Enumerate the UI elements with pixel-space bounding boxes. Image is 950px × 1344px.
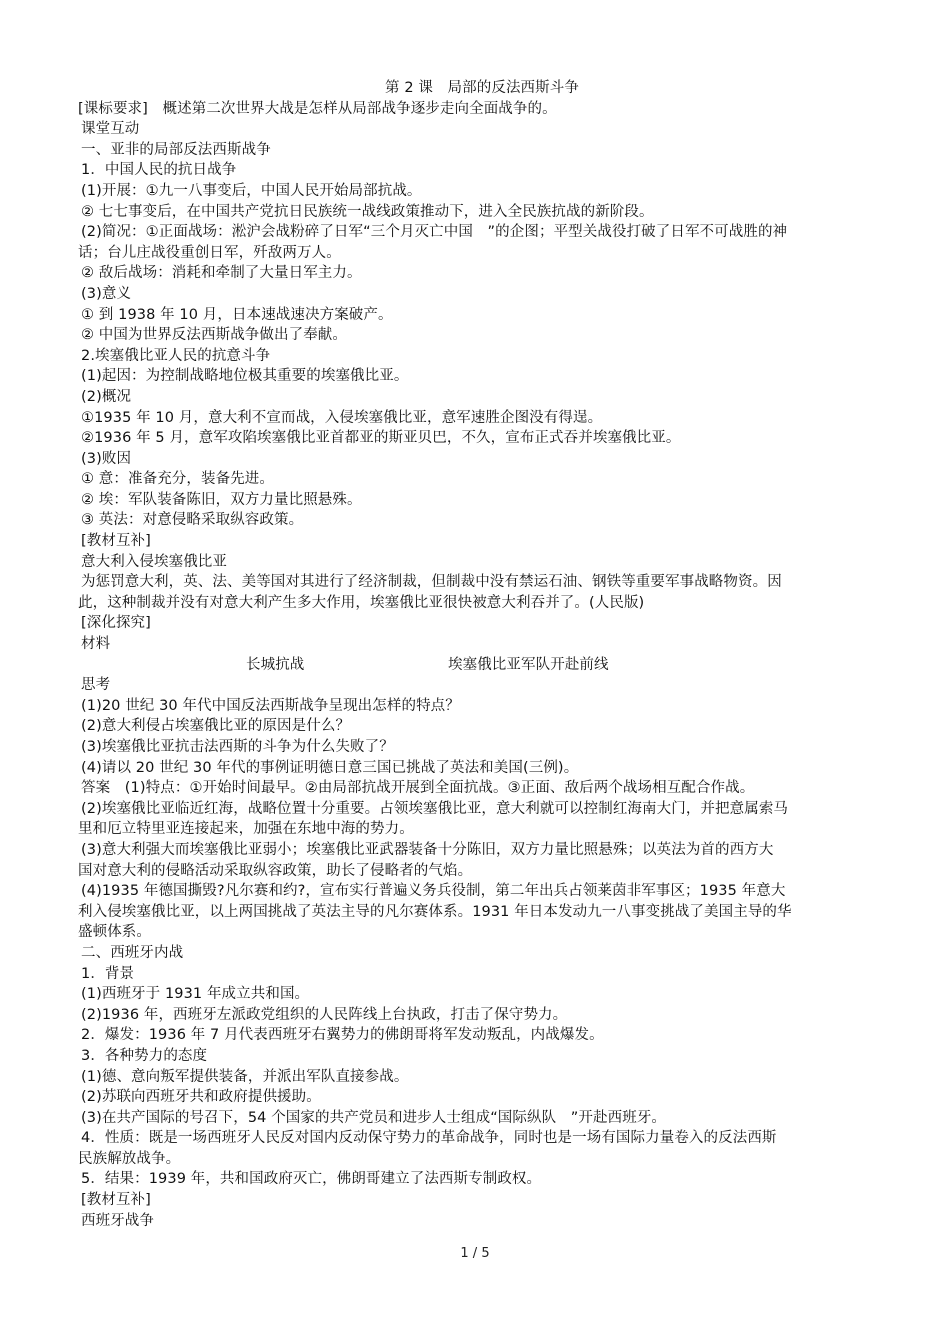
- section-heading-2: 二、西班牙内战: [81, 944, 184, 961]
- question: (3)埃塞俄比亚抗击法西斯的斗争为什么失败了？: [81, 739, 394, 755]
- answer: (4)1935 年德国撕毁?凡尔赛和约?，宣布实行普遍义务兵役制，第二年出兵占领莱茵非军事区；1935 年意大: [81, 883, 786, 900]
- question: (1)20 世纪 30 年代中国反法西斯战争呈现出怎样的特点？: [81, 697, 460, 714]
- answer: 答案 (1)特点：①开始时间最早。②由局部抗战开展到全面抗战。③正面、敌后两个战场相互配合作战。: [81, 780, 755, 797]
- subheading-china: 1．中国人民的抗日战争: [81, 162, 237, 179]
- text-line: 西班牙战争: [81, 1212, 154, 1229]
- text-line: (3)在共产国际的号召下，54 个国家的共产党员和进步人士组成“国际纵队 ”开赴西班牙。: [81, 1109, 667, 1126]
- curriculum-requirement: [课标要求] 概述第二次世界大战是怎样从局部战争逐步走向全面战争的。: [78, 100, 557, 117]
- text-line: 5．结果：1939 年，共和国政府灭亡，佛朗哥建立了法西斯专制政权。: [81, 1171, 542, 1188]
- text-line: 材料: [81, 636, 111, 653]
- text-line: 3．各种势力的态度: [81, 1047, 208, 1064]
- text-line: 1．背景: [81, 965, 135, 982]
- page-number: 1 / 5: [460, 1246, 490, 1261]
- question: (4)请以 20 世纪 30 年代的事例证明德日意三国已挑战了英法和美国(三例)。: [81, 759, 579, 776]
- section-label-supplement: [教材互补]: [81, 1192, 151, 1209]
- text-line: ①1935 年 10 月，意大利不宣而战，入侵埃塞俄比亚，意军速胜企图没有得逞。: [81, 409, 603, 426]
- text-line: ② 七七事变后，在中国共产党抗日民族统一战线政策推动下，进入全民族抗战的新阶段。: [81, 203, 654, 220]
- text-line: (2)简况：①正面战场：淞沪会战粉碎了日军“三个月灭亡中国 ”的企图；平型关战役打破了日军不可战胜的神: [81, 224, 788, 241]
- answer: 国对意大利的侵略活动采取纵容政策，助长了侵略者的气焰。: [78, 862, 473, 879]
- text-line: 此，这种制裁并没有对意大利产生多大作用，埃塞俄比亚很快被意大利吞并了。(人民版): [78, 594, 645, 611]
- figure-captions: [78, 655, 886, 676]
- answer: 里和厄立特里亚连接起来，加强在东地中海的势力。: [78, 821, 414, 838]
- text-line: (3)败因: [81, 450, 132, 467]
- text-line: (1)开展：①九一八事变后，中国人民开始局部抗战。: [81, 182, 422, 199]
- text-line: 4．性质：既是一场西班牙人民反对国内反动保守势力的革命战争，同时也是一场有国际力量卷入的反法西斯: [81, 1130, 777, 1147]
- answer: (3)意大利强大而埃塞俄比亚弱小；埃塞俄比亚武器装备十分陈旧，双方力量比照悬殊；以英法为首的西方大: [81, 841, 774, 858]
- text-line: 2．爆发：1936 年 7 月代表西班牙右翼势力的佛朗哥将军发动叛乱，内战爆发。: [81, 1027, 604, 1044]
- text-line: 意大利入侵埃塞俄比亚: [81, 553, 227, 570]
- section-label-explore: [深化探究]: [81, 615, 151, 632]
- text-line: ③ 英法：对意侵略采取纵容政策。: [81, 512, 304, 529]
- text-line: ② 埃：军队装备陈旧，双方力量比照悬殊。: [81, 491, 362, 508]
- subheading-ethiopia: 2.埃塞俄比亚人民的抗意斗争: [81, 347, 271, 364]
- text-line: (1)西班牙于 1931 年成立共和国。: [81, 986, 310, 1003]
- text-line: (2)苏联向西班牙共和政府提供援助。: [81, 1089, 321, 1106]
- text-line: (2)概况: [81, 388, 132, 405]
- text-line: ② 中国为世界反法西斯战争做出了奉献。: [81, 327, 348, 344]
- text-line: 话；台儿庄战役重创日军，歼敌两万人。: [78, 244, 341, 261]
- answer: (2)埃塞俄比亚临近红海，战略位置十分重要。占领埃塞俄比亚，意大利就可以控制红海南大门，并把意属索马: [81, 800, 789, 817]
- text-line: 民族解放战争。: [78, 1150, 181, 1167]
- section-label-supplement: [教材互补]: [81, 533, 151, 550]
- text-line: 为惩罚意大利，英、法、美等国对其进行了经济制裁，但制裁中没有禁运石油、钢铁等重要军事战略物资。因: [81, 574, 782, 591]
- answer: 利入侵埃塞俄比亚，以上两国挑战了英法主导的凡尔赛体系。1931 年日本发动九一八事变挑战了美国主导的华: [78, 903, 792, 920]
- text-line: 思考: [81, 677, 111, 694]
- text-line: ① 意：准备充分，装备先进。: [81, 471, 275, 488]
- text-line: (3)意义: [81, 285, 132, 302]
- caption-ethiopian-army: 埃塞俄比亚军队开赴前线: [448, 656, 609, 673]
- text-line: (1)德、意向叛军提供装备，并派出军队直接参战。: [81, 1068, 409, 1085]
- page-title: 第 2 课 局部的反法西斯斗争: [385, 80, 579, 96]
- text-line: ① 到 1938 年 10 月，日本速战速决方案破产。: [81, 306, 393, 323]
- text-line: ②1936 年 5 月，意军攻陷埃塞俄比亚首都亚的斯亚贝巴，不久，宣布正式吞并埃塞俄比亚。: [81, 430, 681, 447]
- section-label-classroom: 课堂互动: [81, 121, 140, 138]
- section-heading-1: 一、亚非的局部反法西斯战争: [81, 141, 271, 158]
- text-line: (1)起因：为控制战略地位极其重要的埃塞俄比亚。: [81, 368, 409, 385]
- answer: 盛顿体系。: [78, 924, 151, 941]
- caption-great-wall: 长城抗战: [246, 656, 305, 673]
- document-page: [78, 78, 886, 1231]
- text-line: (2)1936 年，西班牙左派政党组织的人民阵线上台执政，打击了保守势力。: [81, 1006, 568, 1023]
- text-line: ② 敌后战场：消耗和牵制了大量日军主力。: [81, 265, 362, 282]
- question: (2)意大利侵占埃塞俄比亚的原因是什么？: [81, 718, 351, 735]
